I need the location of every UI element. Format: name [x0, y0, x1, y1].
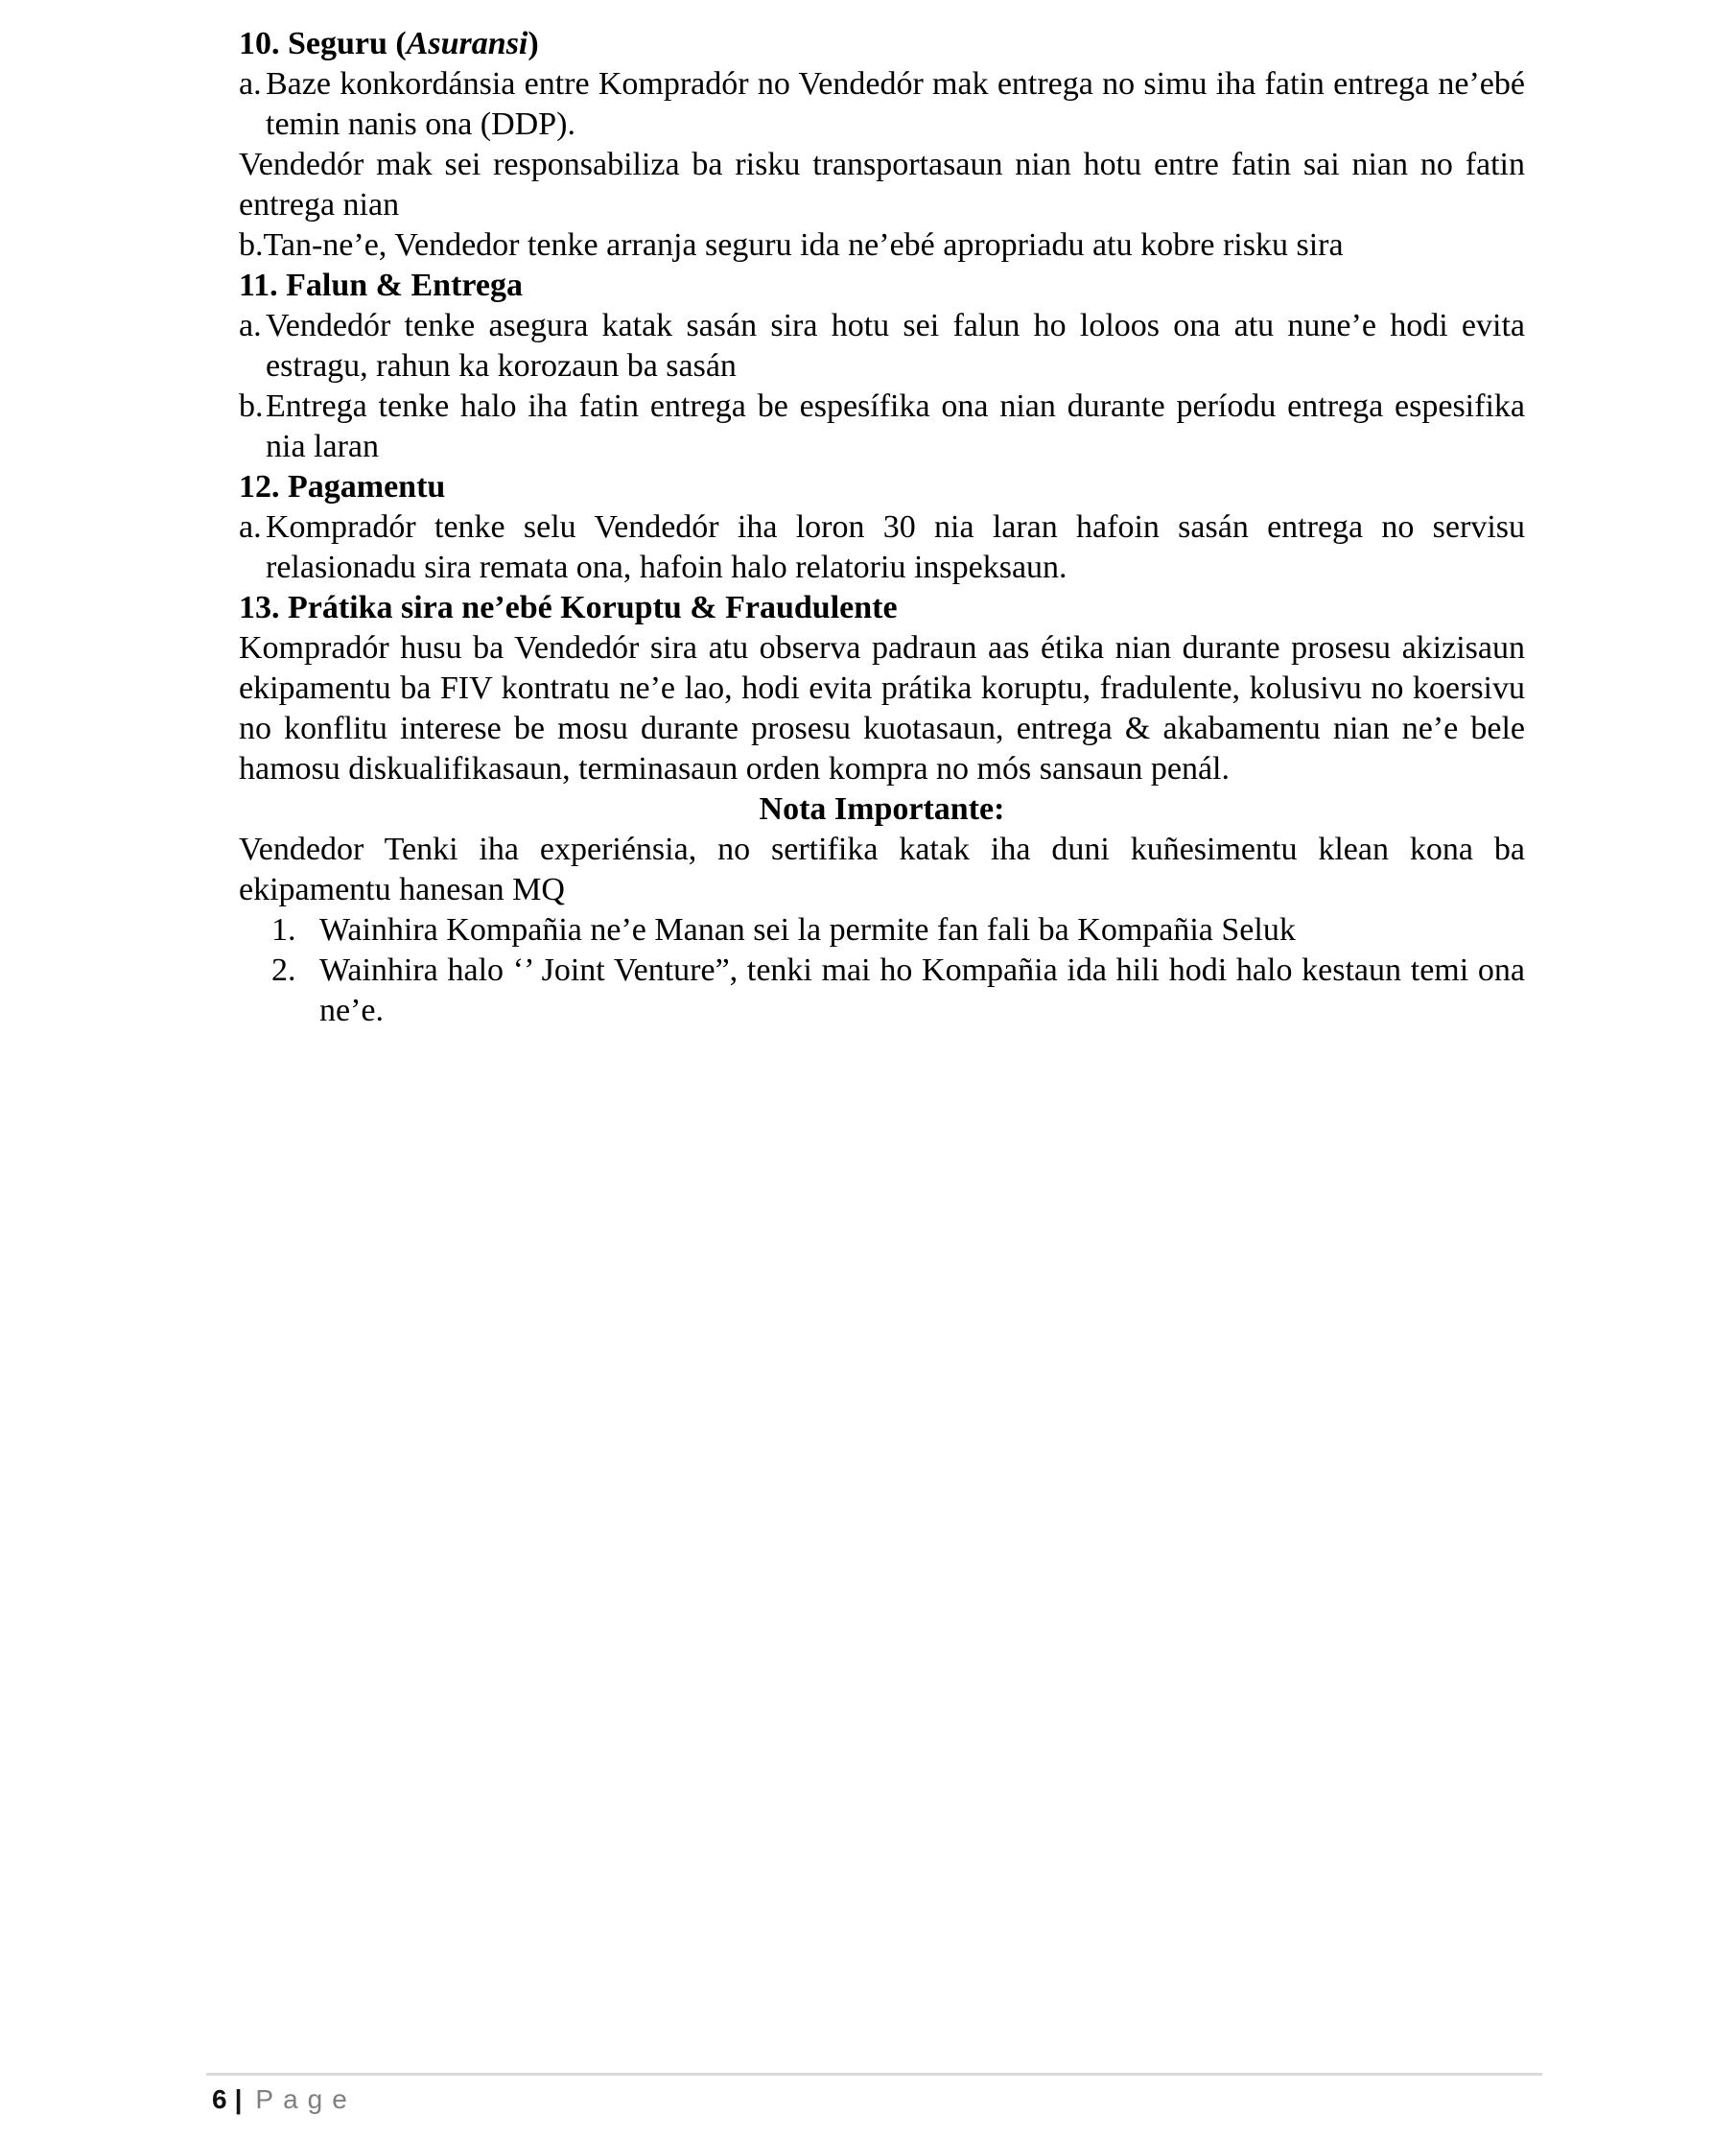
section-11-item-a-text: Vendedór tenke asegura katak sasán sira hotu sei falun ho loloos ona atu nune’e hodi evita estragu, rahun ka korozaun ba sasán: [266, 308, 1525, 384]
important-note-title: Nota Importante:: [759, 791, 1005, 827]
section-10-item-b: b.Tan-ne’e, Vendedor tenke arranja seguru ida ne’ebé apropriadu atu kobre risku sira: [239, 227, 1344, 263]
section-10-item-a-marker: a.: [239, 66, 262, 102]
section-10-item-a-text: Baze konkordánsia entre Kompradór no Vendedór mak entrega no simu iha fatin entrega ne’ebé temin nanis ona (DDP).: [266, 66, 1525, 142]
important-note-item-1: [239, 910, 1525, 951]
section-12-item-a-text: Kompradór tenke selu Vendedór iha loron 30 nia laran hafoin sasán entrega no servisu relasionadu sira remata ona, hafoin halo relatoriu inspeksaun.: [266, 509, 1525, 585]
section-10-risk-paragraph: Vendedór mak sei responsabiliza ba risku transportasaun nian hotu entre fatin sai nian no fatin entrega nian: [239, 147, 1525, 223]
section-12-item-a: [239, 507, 1525, 588]
section-13-heading: 13. Prátika sira ne’ebé Koruptu & Fraudulente: [239, 590, 898, 625]
section-13-body: Kompradór husu ba Vendedór sira atu observa padraun aas étika nian durante prosesu akizisaun ekipamentu ba FIV kontratu ne’e lao, hodi evita prátika koruptu, fradulente, kolusivu no koersivu no konflitu interese be mosu durante prosesu kuotasaun, entrega & akabamentu nian ne’e bele hamosu diskualifikasaun, terminasaun orden kompra no mós sansaun penál.: [239, 630, 1525, 787]
important-note-item-1-text: Wainhira Kompañia ne’e Manan sei la permite fan fali ba Kompañia Seluk: [319, 912, 1296, 948]
section-12-item-a-marker: a.: [239, 509, 262, 545]
section-11-item-a: [239, 306, 1525, 387]
section-12-heading: 12. Pagamentu: [239, 469, 446, 505]
section-11-item-a-marker: a.: [239, 308, 262, 343]
section-11-heading: 11. Falun & Entrega: [239, 268, 523, 303]
document-content: [239, 0, 1525, 1031]
footer-separator: |: [234, 2084, 243, 2114]
important-note-item-2: [239, 951, 1525, 1031]
section-11-item-b: [239, 387, 1525, 467]
footer-divider-line: [206, 2073, 1542, 2076]
important-note-item-2-text: Wainhira halo ‘’ Joint Venture”, tenki mai ho Kompañia ida hili hodi halo kestaun temi ona ne’e.: [319, 952, 1525, 1028]
section-11-item-b-text: Entrega tenke halo iha fatin entrega be espesífika ona nian durante períodu entrega espesifika nia laran: [266, 388, 1525, 464]
section-10-heading: [239, 24, 1525, 64]
section-10-heading-suffix: ): [528, 26, 539, 61]
important-note-item-2-marker: 2.: [271, 952, 296, 988]
important-note-item-1-marker: 1.: [271, 912, 296, 948]
footer-page-number: 6: [212, 2084, 227, 2114]
footer-page-label: Page: [255, 2084, 357, 2114]
section-10-heading-italic: Asuransi: [406, 26, 528, 61]
section-11-item-b-marker: b.: [239, 388, 264, 424]
important-note-intro: Vendedor Tenki iha experiénsia, no sertifika katak iha duni kuñesimentu klean kona ba ekipamentu hanesan MQ: [239, 832, 1525, 907]
page-footer: [212, 2083, 357, 2116]
section-10-heading-prefix: 10. Seguru (: [239, 26, 407, 61]
section-10-item-a: [239, 64, 1525, 145]
